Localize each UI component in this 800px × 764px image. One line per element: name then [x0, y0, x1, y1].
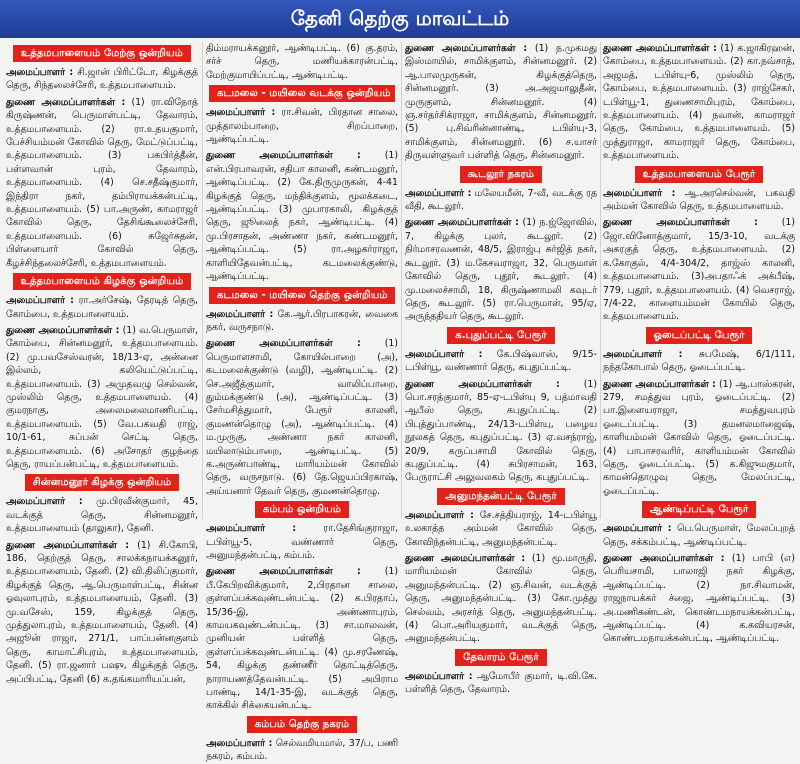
organizer-entry: [405, 187, 597, 214]
organizer-text: கே.ஆர்.பிரபாகரன், வைகை நகர், வருசநாடு.: [206, 308, 398, 333]
column-divider: [202, 42, 203, 519]
organizer-label: அமைப்பாளர் :: [405, 187, 472, 199]
deputies-text: (1) ஆ.பாஸ்கரன், 279, சமத்துவ புரம், ஓடைப்பட்டி. (2) பா.இளையராஜா, சமத்துவபுரம் ஓடைப்பட்டி. (3) தமனலமாஜைஷ், காளியம்மன் கோவில் தெரு, ஓடைப்பட்டி. (4) பாபாசரவரிர், காளியம்மன் கோவில் தெரு, ஓடைப்பட்டி. (5) க.கிஜுமகுமார், காமன்தொழுவு தெரு, மேலப்பட்டி, ஓடைப்பட்டி.: [603, 378, 796, 497]
section-heading-text: கூடலூர் நகரம்: [460, 166, 542, 183]
organizer-text: பெ.பெருமாள், மேலப்புறத் தெரு, சக்கம்பட்டி, ஆண்டிப்பட்டி.: [603, 523, 795, 548]
organizer-text: சி.ஜான் பிரிட்டோ, கிழக்குத் தெரு, சிந்தலைச்சேரி, உத்தமபாளையம்.: [6, 67, 198, 92]
organizer-label: அமைப்பாளர் :: [603, 348, 683, 360]
column-2: [206, 42, 399, 763]
section-heading: [405, 166, 597, 183]
organizer-entry: [206, 308, 398, 335]
column-divider: [600, 42, 601, 519]
section-heading-text: கடமலை - மயிலை வடக்கு ஒன்றியம்: [209, 85, 395, 102]
deputies-text: (1) வ.பெருமாள், கோம்பை, சின்னமனூர், உத்தமபாளையம். (2) மு.பவசேஸ்வரன், 18/13-ஏ, அன்னை இல்லம், கலியெட்டுப்பட்டி, உத்தமபாளையம். (3) அமுதவழு செல்வன், முஸ்லிம் தெரு, உத்தமபாளையம். (4) குமரநாகு, அலைமலைமாணிபட்டி, உத்தமபாளையம். (5) வே.பகவதி ராஜ், 10/1-61, சுப்பன் செட்டி தெரு, உத்தமபாளையம். (6) அசோதர் குழந்தை தெரு, ராயப்பன்பட்டி, உத்தமபாளையம்.: [6, 324, 198, 470]
deputies-text: (1) மூ.மாருதி, மாரியம்மன் கோவில் தெரு, அனுமந்தன்பட்டி. (2) ஞ.சிவன், வடக்குத் தெரு, அனுமந்தன்பட்டி. (3) கோ.முத்து செல்வம், அரசர்த் தெரு, அனுமந்தன்பட்டி. (4) பொ.அரியகுமார், வடக்குத் தெரு, அனுமந்தன்பட்டி.: [405, 553, 597, 645]
deputies-label: துணை அமைப்பாளர்கள் :: [603, 378, 716, 390]
section-heading-text: கம்பம் ஒன்றியம்: [255, 501, 349, 518]
deputies-entry: [603, 378, 795, 499]
deputies-text: (1) ந.முகமது இஸ்மாயில், சாமிக்குளம், சின்னமனூர். (2) ஆ.பாலமுருகன், கிழக்குத்தெரு, சின்னமனூர். (3) அ.அஜமாலுதீன், முருகுளம், சின்னமனூர். (4) ஞ.சர்தர்சிக்ராஜா, சாமிக்குளம், சின்னமனூர். (5) பு.சிவ்ரின்னாண்டி, டபிள்யு-3, சாமிக்குளம், சின்னமனூர். (6) ச.யாசர் திருவள்ளுவர் பள்ளித் தெரு, சின்னமனூர்.: [405, 43, 597, 162]
deputies-entry: [6, 324, 198, 471]
section-heading: [206, 716, 398, 733]
organizer-text: ரா.சிவன், பிரதான சாலை, முத்தாலம்பாறை, சிறப்பாறை, ஆண்டிப்பட்டி.: [206, 107, 399, 146]
deputies-text: (1) க.ஜாகிரஹன், கோம்பை, உத்தமபாளையம். (2) கா.நவ்சாத், அஜமத், டபிள்யு-6, முஸ்லிம் தெரு, கோம்பை, உத்தமபாளையம். (3) ராஜ்சேகர், டபிள்யூ-1, துணைசாமிபுரம், கோம்பை, உத்தமபாளையம். (4) நவான், காமராஜர் தெரு, கோம்பை, உத்தமபாளையம். (5) முத்துராஜா, காமராஜர் தெரு, கோம்பை, உத்தமபாளையம்.: [603, 43, 795, 162]
organizer-entry: [405, 670, 597, 697]
deputies-text: (1) என்.பிரபாவரன், சதிபா காலனி, கண்டமனூர், ஆண்டிப்பட்டி. (2) கே.திருமுருகன், 4-41 கிழக்குத் தெரு, மந்திக்குளம், மூலக்கடை, ஆண்டிப்பட்டி. (3) முபாரகாலி, கிழக்குத் தெரு, ஜூலைத் நகர், ஆண்டிபட்டி. (4) மு.பிரசாதன், அண்ணா நகர், கண்டமனூர், ஆண்டிப்பட்டி. (5) ரா.அழகர்ராஜா, காளியிதேவன்பட்டி, கடமலைக்குண்டு, ஆண்டிப்பட்டி.: [206, 150, 398, 283]
organizer-label: அமைப்பாளர் :: [206, 308, 274, 320]
section-heading: [206, 501, 398, 518]
section-heading: [603, 501, 795, 518]
organizer-entry: [6, 495, 198, 535]
organizer-text: கே.பிஷ்வாஸ், 9/15-டபிள்யூ, வண்ணார் தெரு, கபுதுப்பட்டி.: [405, 348, 597, 374]
section-heading-text: உத்தமபாளையம் பேரூர்: [635, 166, 764, 183]
organizer-label: அமைப்பாளர் :: [405, 348, 483, 360]
organizer-text: ஆ.அரசெல்வன், பகவதி அம்மன் கோவில் தெரு, உத்தமபாளையம்.: [603, 187, 795, 213]
section-heading-text: கடமலை - மயிலை தெற்கு ஒன்றியம்: [209, 287, 395, 304]
organizer-label: அமைப்பாளர் :: [206, 107, 276, 119]
deputies-text: (1) ஜோ.வினோத்குமார், 15/3-10, வடக்கு அகரகுத் தெரு, உத்தமபாளையம். (2) க.கோகுல், 4/4-304/2, தாஜ்ஸ் காலனி, உத்தமபாளையம். (3)அபதாஃக் அக்பீஷ், 779, புதூர், உத்தமபாளையம். (4) வெசராஜ், 7/4-22, காளையம்மன் கோயில் தெரு, உத்தமபாளையம்.: [603, 217, 795, 323]
organizer-label: அமைப்பாளர் :: [206, 737, 273, 749]
deputies-label: துணை அமைப்பாளர்கள் :: [405, 553, 526, 564]
section-heading: [206, 287, 398, 304]
organizer-text: செல்வமியமால், 37/ப, பணி நகரம், கம்பம்.: [206, 737, 398, 763]
section-heading: [603, 166, 795, 183]
organizer-entry: [206, 106, 398, 146]
organizer-text: சுபமேஷ், 6/1/111, நந்தகோபால் தெரு, ஓடைப்பட்டி.: [603, 348, 795, 374]
section-heading: [6, 273, 198, 290]
organizer-label: அமைப்பாளர் :: [603, 187, 676, 199]
organizer-text: ரா.தேசிங்குராஜா, டபிள்யூ-5, வண்ணார் தெரு, அனுமந்தன்பட்டி, கம்பம்.: [206, 523, 398, 561]
organizer-text: மு.பிரவீன்குமார், 45, வடக்குத் தெரு, சின்னமனூர், உத்தமபாளையம் (தாலுகா), தேனி.: [6, 496, 198, 535]
section-heading: [6, 474, 198, 491]
section-heading: [603, 327, 795, 344]
organizer-text: ரா.அர்சேஷ், தேரடித் தெரு, கோம்பை, உத்தமபாளையம்.: [6, 295, 198, 320]
section-heading-text: தேவாரம் பேரூர்: [455, 649, 547, 666]
deputies-entry: [405, 552, 597, 646]
deputies-text: (1) ரா.விநோத் கிருஷ்ணன், பெருமாள்பட்டி, தேவாரம், உத்தமபாளையம். (2) ரா.உதயகுமார், பேச்சியம்மன் கோவில் தெரு, மேட்டுப்பட்டி, உத்தமபாளையம். (3) பசுபிர்த்தீன், பள்ளவான் புரம், தேவாரம், உத்தமபாளையம். (4) செ.சதீஷ்குமார், இந்திரா நகர், தம்பிராயக்கன்பட்டி, உத்தமபாளையம். (5) பா.அருண், காமராஜர் கோவில் தெரு, தேசிங்கூலைச்சேரி, உத்தமபாளையம். (6) சுஜேர்சுதன், பிள்ளையார் கோவில் தெரு, கீழச்சிந்தலைச்சேரி, உத்தமபாளையம்.: [6, 96, 199, 269]
organizer-text: ஆமோபீர் குமார், டி.வி.கே. பள்ளித் தெரு, தேவாரம்.: [405, 670, 598, 696]
deputies-entry: [206, 565, 398, 712]
deputies-entry: [6, 539, 198, 686]
column-divider: [401, 42, 402, 519]
organizer-entry: [603, 522, 795, 549]
deputies-text: (1) பாபி (எ) பெரியசாமி, பாலாஜி நகர் கிழக்கு, ஆண்டிப்பட்டி. (2) நா.சிவாமன், ராஜநாயக்கர் ச்ஜை, ஆண்டிப்பட்டி. (3) அ.மணிகண்டன், கொண்டமநாயக்கன்பட்டி, ஆண்டிப்பட்டி. (4) க.கவியரசன், கொண்டமநாயக்கன்பட்டி, ஆண்டிப்பட்டி.: [603, 553, 796, 645]
deputies-entry: [603, 216, 795, 323]
deputies-label: துணை அமைப்பாளர்கள் :: [6, 324, 120, 336]
organizer-label: அமைப்பாளர் :: [603, 523, 672, 535]
deputies-entry: [405, 216, 597, 323]
organizer-entry: [603, 187, 795, 214]
deputies-entry: [603, 42, 795, 163]
deputies-label: துணை அமைப்பாளர்கள் :: [405, 217, 519, 229]
deputies-label: துணை அமைப்பாளர்கள் :: [405, 378, 560, 390]
page-title: தேனி தெற்கு மாவட்டம்: [290, 5, 510, 30]
deputies-label: துணை அமைப்பாளர்கள் :: [6, 96, 126, 108]
deputies-label: துணை அமைப்பாளர்கள் :: [603, 43, 717, 54]
deputies-text: (1) பீ.கேபிறவிக்குமார், 2,பிரதான சாலை, குள்ளப்பக்கவுண்டன்பட்டி. (2) க.பிரதாப், 15/36-இ, அண்ணாபுரம், காமயகவுண்டன்பட்டி. (3) சா.மாலவன், முனியன் பள்ளித் தெரு, குள்ளப்பக்கவுண்டன்பட்டி. (4) மு.சரணேஷ், 54, கிழக்கு தண்ணீர் தொட்டித்தெரு, நாராயணத்தேவன்பட்டி. (5) அபிராம பாண்டி, 14/1-35-இ, வடக்குத் தெரு, காக்கில் சிக்கையன்பட்டி.: [206, 566, 398, 712]
organizer-label: அமைப்பாளர் :: [6, 295, 74, 307]
organizer-entry: [603, 348, 795, 375]
section-heading-text: சின்னமனூர் கிழக்கு ஒன்றியம்: [25, 474, 180, 491]
organizer-entry: [206, 522, 398, 562]
section-heading: [405, 327, 597, 344]
continued-text: திம்மராயக்கனூர், ஆண்டிபட்டி. (6) கு.தரம், சர்ச் தெரு, மணியக்காரன்பட்டி, மேற்குமாயிப்பட்டி, ஆண்டிபட்டி.: [206, 43, 398, 81]
column-3: [405, 42, 598, 696]
organizer-label: அமைப்பாளர் :: [405, 670, 473, 682]
deputies-label: துணை அமைப்பாளர்கள் :: [603, 553, 725, 564]
deputies-entry: [405, 42, 597, 163]
deputies-text: (1) பொ.சரத்குமார், 85-ஏ-டபிள்யு 9, பத்மாவதி ஆபீஸ் தெரு, கபுதுப்பட்டி. (2) பிபுத்துப்பாண்டி, 24/13-டபிள்யு, பழைய நூலகத் தெரு, கபுதுப்பட்டி. (3) ஏ.வசந்ராஜ், 20/9, கருப்பசாமி கோவில் தெரு, கபுதுப்பட்டி. (4) சுபிரசாமன், 163, பேருராட்சி அலுவலகம் தெரு, கபுதுப்பட்டி.: [405, 378, 597, 484]
organizer-entry: [206, 737, 398, 764]
column-4: [603, 42, 796, 645]
organizer-entry: [6, 294, 198, 321]
deputies-label: துணை அமைப்பாளர்கள் :: [206, 338, 361, 350]
organizer-label: அமைப்பாளர் :: [6, 496, 83, 508]
organizer-label: அமைப்பாளர் :: [405, 509, 474, 521]
section-heading-text: கம்பம் தெற்கு நகரம்: [247, 716, 358, 733]
section-heading-text: ஓடைப்பட்டி பேரூர்: [646, 327, 753, 344]
deputies-entry: [206, 337, 398, 498]
deputies-text: (1) சி.கோபி, 186, தெற்குத் தெரு, சாலக்கநாயக்கனூர், உத்தமபாளையம், தேனி. (2) வி.திலிப்குமார், கிழக்குத் தெரு, ஆ.பெருமாள்பட்டி, சின்ன ஓவுலாபுரம், உத்தமபாளையம், தேனி. (3) மு.வசேஸ், 159, கிழக்குத் தெரு, முத்துலாபுரம், உத்தமபாளையம், தேனி. (4) அஜூன் ராஜா, 271/1, பாப்பன்னகுளம் தெரு, காமாட்சிபுரம், உத்தமபாளையம், தேனி. (5) ரா.ஜனார் பஷு, கிழக்குத் தெரு, அப்பிபட்டி, தேனி (6) க.தங்கமாரியப்பன்,: [6, 539, 198, 685]
section-heading-text: க.புதுப்பட்டி பேரூர்: [447, 327, 554, 344]
section-heading: [206, 85, 398, 102]
organizer-entry: [6, 66, 198, 93]
deputies-label: துணை அமைப்பாளர்கள் :: [206, 150, 361, 162]
deputies-label: துணை அமைப்பாளர்கள் :: [6, 539, 130, 551]
organizer-entry: [405, 509, 597, 549]
deputies-label: துணை அமைப்பாளர்கள் :: [603, 217, 758, 229]
deputies-entry: [206, 149, 398, 283]
section-heading-text: அனுமந்தன்பட்டி பேரூர்: [437, 488, 564, 505]
deputies-entry: [6, 96, 198, 270]
section-heading: [6, 45, 198, 62]
section-heading: [405, 488, 597, 505]
section-heading-text: ஆண்டிப்பட்டி பேரூர்: [642, 501, 757, 518]
deputies-entry: [603, 552, 795, 646]
organizer-text: மலேயமீன், 7-வீ, வடக்கு ரத வீதி, கூடலூர்.: [405, 187, 598, 213]
deputies-entry: [405, 378, 597, 485]
organizer-label: அமைப்பாளர் :: [6, 67, 74, 78]
section-heading-text: உத்தமபாளையம் கிழக்கு ஒன்றியம்: [13, 273, 192, 290]
section-heading: [405, 649, 597, 666]
column-1: [6, 42, 199, 685]
deputies-text: (1) பெருமாளசாமி, கோயில்பாறை (அ), கடமலைக்குண்டு (வழி), ஆண்டிபட்டி. (2) செ.அஜீத்குமார், வாலிப்பாறை, தும்மக்குண்டு (அ), ஆண்டிப்பட்டி. (3) சேர்மசித்துமார், பேரூர் காலனி, குமணன்தொழு (அ), ஆண்டிப்பட்டி. (4) ம.முருகு, அண்ணா நகர் காலனி, மயிலாடும்பாறை, ஆண்டிபட்டி. (5) க.அருண்பாண்டி, மாரியம்மன் கோவில் தெரு, வருசநாடு. (6) தே.ஜெயப்பிரகாஷ், அய்யனார் தேவர் தெரு, குமணன்தொழு.: [206, 338, 398, 497]
organizer-label: அமைப்பாளர் :: [206, 523, 297, 535]
deputies-label: துணை அமைப்பாளர்கள் :: [405, 43, 528, 54]
title-banner: [0, 0, 800, 38]
organizer-text: சே.சத்தியராஜ், 14-டபிள்யூ உலகாத்த அம்மன் கோவில் தெரு, கோவிந்தன்பட்டி, அனுமந்தன்பட்டி.: [405, 509, 597, 548]
organizer-entry: [405, 348, 597, 375]
deputies-text: (1) ந.ஜ்ஜோவில், 7, கிழக்கு புலர், கூடலூர். (2) நிர்மாசரவணன், 48/5, இராஜ்பு சுர்ஜித் நகர், கூடலூர். (3) ம.கேசவராஜா, 32, பெருமாள் கோவில் தெரு, புதூர், கூடலூர். (4) மு.மலைச்சாமி, 18, கிருஷ்ணாமலி கவுடர் தெரு, கூடலூர். (5) ரா.பெருமாள், 95/ஏ, அருந்ததியர் தெரு, கூடலூர்.: [405, 217, 597, 323]
deputies-label: துணை அமைப்பாளர்கள் :: [206, 566, 361, 578]
section-heading-text: உத்தமபாளையம் மேற்கு ஒன்றியம்: [13, 45, 191, 62]
